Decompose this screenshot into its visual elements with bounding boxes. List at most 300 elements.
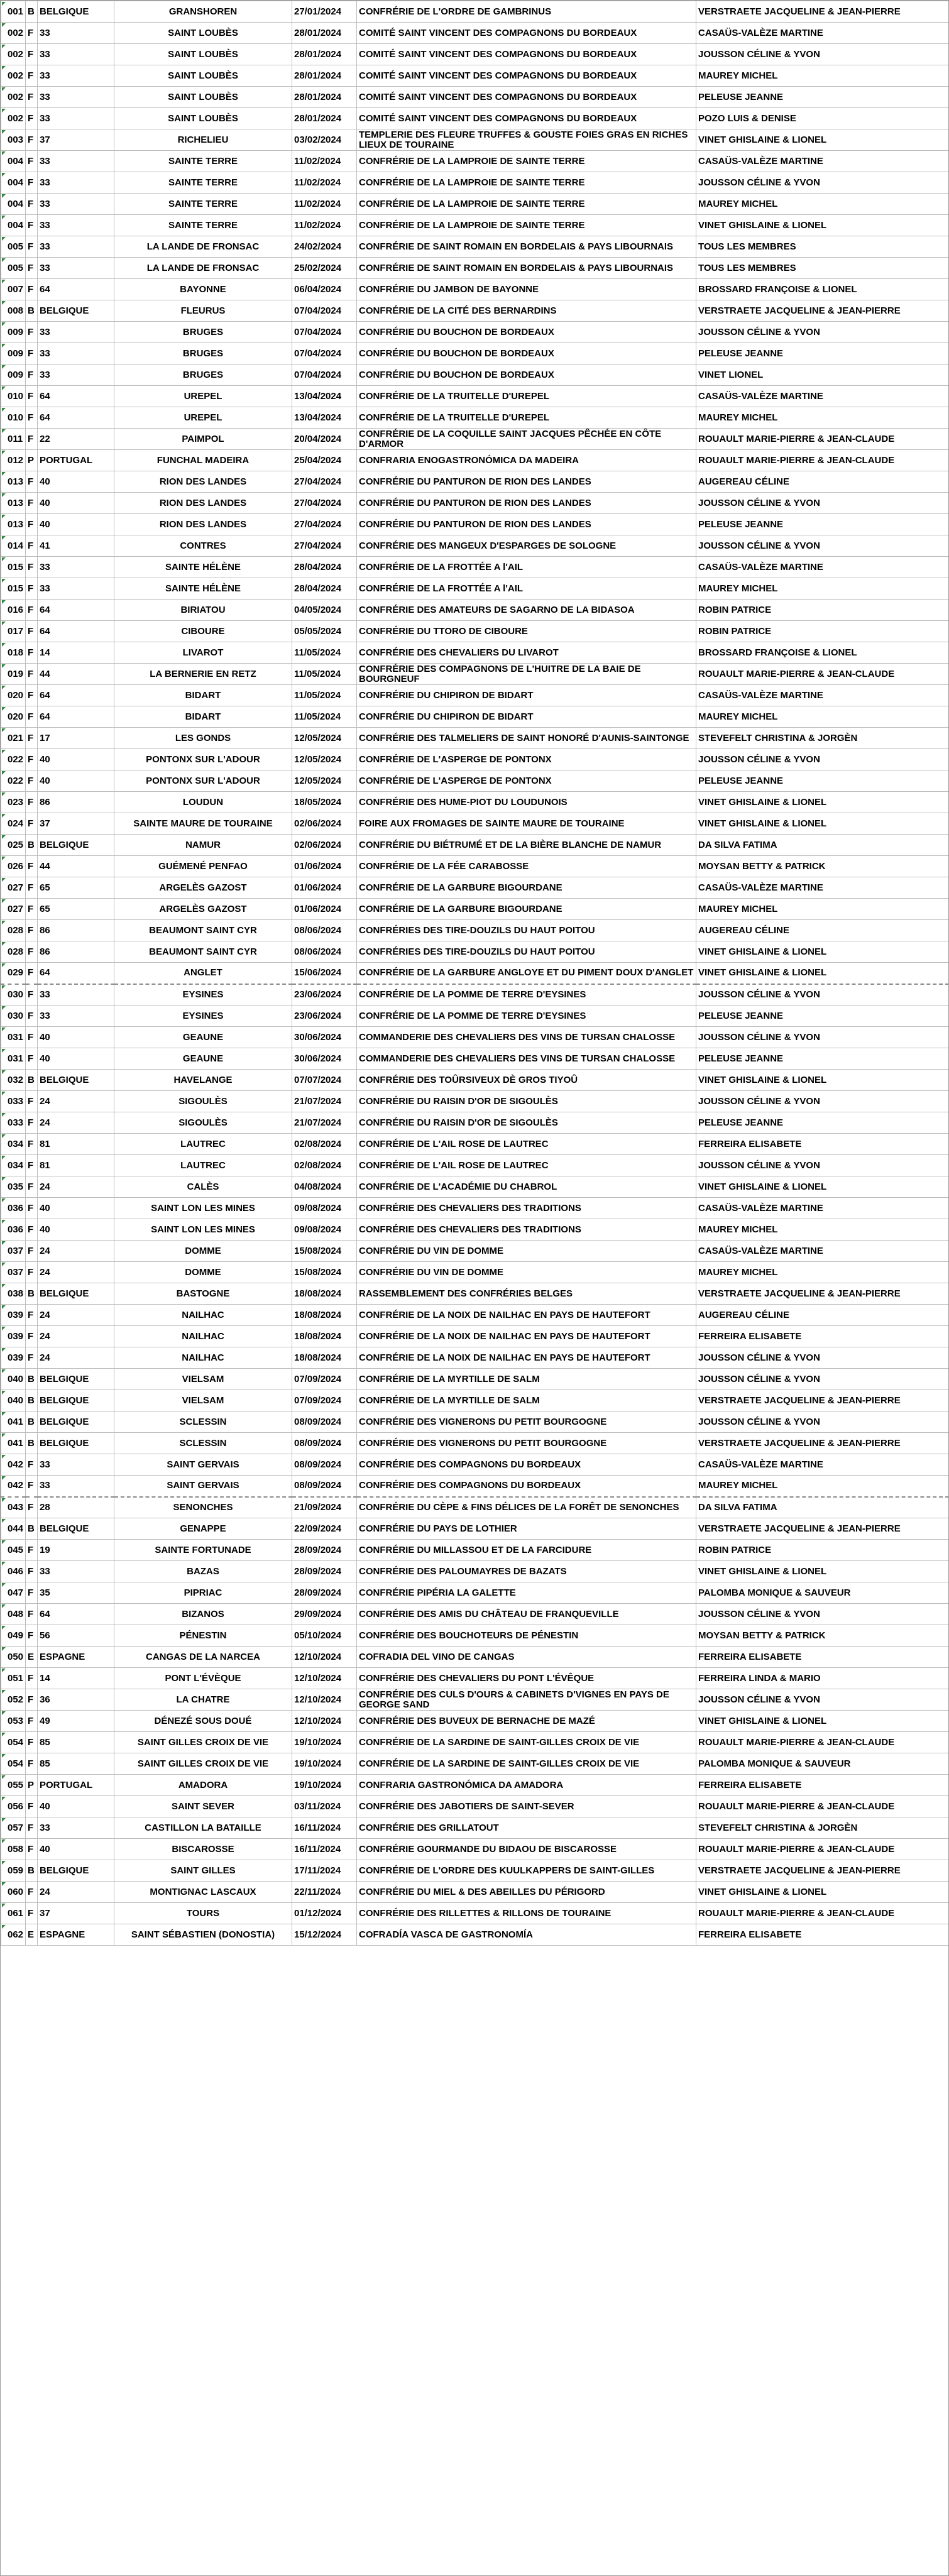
members-cell[interactable]: ROUAULT MARIE-PIERRE & JEAN-CLAUDE [696,1796,949,1817]
members-cell[interactable]: PELEUSE JEANNE [696,514,949,535]
confrerie-cell[interactable]: CONFRÉRIE DE LA TRUITELLE D'UREPEL [357,407,696,429]
confrerie-cell[interactable]: CONFRÉRIE DE L'ASPERGE DE PONTONX [357,749,696,770]
row-number-cell[interactable]: 028 [1,941,26,963]
city-cell[interactable]: GUÉMENÉ PENFAO [114,856,292,877]
row-type-cell[interactable]: P [26,450,38,471]
city-cell[interactable]: LOUDUN [114,792,292,813]
department-cell[interactable]: BELGIQUE [38,1518,114,1540]
city-cell[interactable]: BIRIATOU [114,600,292,621]
city-cell[interactable]: LAUTREC [114,1155,292,1176]
table-row[interactable] [1,899,949,920]
department-cell[interactable]: 44 [38,856,114,877]
confrerie-cell[interactable]: CONFRÉRIE DU CÈPE & FINS DÉLICES DE LA FORÊT DE SENONCHES [357,1497,696,1518]
row-type-cell[interactable]: F [26,215,38,236]
city-cell[interactable]: CASTILLON LA BATAILLE [114,1817,292,1839]
row-number-cell[interactable]: 016 [1,600,26,621]
date-cell[interactable]: 08/09/2024 [292,1476,357,1497]
members-cell[interactable]: VERSTRAETE JACQUELINE & JEAN-PIERRE [696,1860,949,1882]
row-number-cell[interactable]: 034 [1,1134,26,1155]
table-row[interactable] [1,279,949,300]
row-type-cell[interactable]: F [26,1668,38,1689]
members-cell[interactable]: VINET GHISLAINE & LIONEL [696,1561,949,1582]
members-cell[interactable]: JOUSSON CÉLINE & YVON [696,749,949,770]
department-cell[interactable]: 64 [38,685,114,706]
table-row[interactable] [1,1668,949,1689]
members-cell[interactable]: MOYSAN BETTY & PATRICK [696,856,949,877]
row-type-cell[interactable]: F [26,877,38,899]
row-number-cell[interactable]: 004 [1,215,26,236]
members-cell[interactable]: DA SILVA FATIMA [696,1497,949,1518]
table-row[interactable] [1,557,949,578]
table-row[interactable] [1,1625,949,1647]
members-cell[interactable]: JOUSSON CÉLINE & YVON [696,1027,949,1048]
table-row[interactable] [1,685,949,706]
department-cell[interactable]: 28 [38,1497,114,1518]
date-cell[interactable]: 30/06/2024 [292,1027,357,1048]
city-cell[interactable]: SAINTE TERRE [114,172,292,194]
row-number-cell[interactable]: 027 [1,877,26,899]
confrerie-cell[interactable]: CONFRÉRIE DES COMPAGNONS DU BORDEAUX [357,1454,696,1476]
confrerie-cell[interactable]: CONFRÉRIE DE LA LAMPROIE DE SAINTE TERRE [357,215,696,236]
table-row[interactable] [1,1027,949,1048]
row-number-cell[interactable]: 031 [1,1027,26,1048]
confrerie-cell[interactable]: CONFRÉRIE DE LA NOIX DE NAILHAC EN PAYS DE HAUTEFORT [357,1305,696,1326]
table-row[interactable] [1,749,949,770]
table-row[interactable] [1,1817,949,1839]
confrerie-cell[interactable]: CONFRÉRIE DE SAINT ROMAIN EN BORDELAIS & PAYS LIBOURNAIS [357,236,696,258]
row-type-cell[interactable]: F [26,792,38,813]
department-cell[interactable]: 37 [38,129,114,151]
row-number-cell[interactable]: 034 [1,1155,26,1176]
members-cell[interactable]: CASAÜS-VALÈZE MARTINE [696,386,949,407]
row-type-cell[interactable]: B [26,1518,38,1540]
department-cell[interactable]: 33 [38,44,114,65]
row-number-cell[interactable]: 033 [1,1112,26,1134]
row-number-cell[interactable]: 053 [1,1711,26,1732]
department-cell[interactable]: BELGIQUE [38,1411,114,1433]
department-cell[interactable]: 33 [38,23,114,44]
row-type-cell[interactable]: B [26,1390,38,1411]
city-cell[interactable]: SAINT SEVER [114,1796,292,1817]
date-cell[interactable]: 07/04/2024 [292,322,357,343]
confrerie-cell[interactable]: FOIRE AUX FROMAGES DE SAINTE MAURE DE TOURAINE [357,813,696,835]
table-row[interactable] [1,258,949,279]
members-cell[interactable]: VINET GHISLAINE & LIONEL [696,215,949,236]
department-cell[interactable]: 81 [38,1155,114,1176]
members-cell[interactable]: VINET GHISLAINE & LIONEL [696,1070,949,1091]
date-cell[interactable]: 17/11/2024 [292,1860,357,1882]
confrerie-cell[interactable]: CONFRÉRIE DES HUME-PIOT DU LOUDUNOIS [357,792,696,813]
date-cell[interactable]: 05/05/2024 [292,621,357,642]
confrerie-cell[interactable]: CONFRÉRIE DE L'ORDRE DE GAMBRINUS [357,1,696,23]
members-cell[interactable]: JOUSSON CÉLINE & YVON [696,1689,949,1711]
date-cell[interactable]: 19/10/2024 [292,1732,357,1753]
members-cell[interactable]: TOUS LES MEMBRES [696,236,949,258]
confrerie-cell[interactable]: TEMPLERIE DES FLEURE TRUFFES & GOUSTE FOIES GRAS EN RICHES LIEUX DE TOURAINE [357,129,696,151]
table-row[interactable] [1,129,949,151]
date-cell[interactable]: 28/04/2024 [292,557,357,578]
row-number-cell[interactable]: 009 [1,343,26,364]
members-cell[interactable]: JOUSSON CÉLINE & YVON [696,1369,949,1390]
confrerie-cell[interactable]: CONFRÉRIE DES BUVEUX DE BERNACHE DE MAZÉ [357,1711,696,1732]
department-cell[interactable]: 64 [38,1604,114,1625]
city-cell[interactable]: AMADORA [114,1775,292,1796]
date-cell[interactable]: 30/06/2024 [292,1048,357,1070]
confrerie-cell[interactable]: CONFRÉRIE DE LA LAMPROIE DE SAINTE TERRE [357,151,696,172]
city-cell[interactable]: NAILHAC [114,1347,292,1369]
table-row[interactable] [1,535,949,557]
row-number-cell[interactable]: 030 [1,1006,26,1027]
table-row[interactable] [1,386,949,407]
confrerie-cell[interactable]: CONFRÉRIE DES TOÛRSIVEUX DÈ GROS TIYOÛ [357,1070,696,1091]
table-row[interactable] [1,1882,949,1903]
city-cell[interactable]: SAINT LOUBÈS [114,87,292,108]
confrerie-cell[interactable]: CONFRÉRIE DES VIGNERONS DU PETIT BOURGOGNE [357,1433,696,1454]
table-row[interactable] [1,1433,949,1454]
table-row[interactable] [1,1283,949,1305]
date-cell[interactable]: 07/09/2024 [292,1369,357,1390]
row-number-cell[interactable]: 011 [1,429,26,450]
confrerie-cell[interactable]: CONFRÉRIE PIPÉRIA LA GALETTE [357,1582,696,1604]
department-cell[interactable]: 65 [38,877,114,899]
row-number-cell[interactable]: 040 [1,1369,26,1390]
date-cell[interactable]: 07/04/2024 [292,300,357,322]
row-type-cell[interactable]: P [26,1775,38,1796]
department-cell[interactable]: 36 [38,1689,114,1711]
members-cell[interactable]: VERSTRAETE JACQUELINE & JEAN-PIERRE [696,300,949,322]
members-cell[interactable]: CASAÜS-VALÈZE MARTINE [696,877,949,899]
date-cell[interactable]: 18/08/2024 [292,1347,357,1369]
confrerie-cell[interactable]: CONFRÉRIE DU PANTURON DE RION DES LANDES [357,471,696,493]
row-type-cell[interactable]: F [26,65,38,87]
row-number-cell[interactable]: 020 [1,706,26,728]
date-cell[interactable]: 27/04/2024 [292,471,357,493]
row-number-cell[interactable]: 025 [1,835,26,856]
department-cell[interactable]: 85 [38,1732,114,1753]
date-cell[interactable]: 25/02/2024 [292,258,357,279]
department-cell[interactable]: 40 [38,514,114,535]
confrerie-cell[interactable]: COMITÉ SAINT VINCENT DES COMPAGNONS DU BORDEAUX [357,23,696,44]
city-cell[interactable]: SCLESSIN [114,1433,292,1454]
city-cell[interactable]: DOMME [114,1241,292,1262]
table-row[interactable] [1,450,949,471]
city-cell[interactable]: NAILHAC [114,1326,292,1347]
row-number-cell[interactable]: 024 [1,813,26,835]
department-cell[interactable]: 22 [38,429,114,450]
city-cell[interactable]: UREPEL [114,407,292,429]
row-number-cell[interactable]: 061 [1,1903,26,1924]
row-type-cell[interactable]: F [26,1796,38,1817]
table-row[interactable] [1,1347,949,1369]
department-cell[interactable]: PORTUGAL [38,450,114,471]
row-type-cell[interactable]: F [26,23,38,44]
date-cell[interactable]: 24/02/2024 [292,236,357,258]
members-cell[interactable]: VINET GHISLAINE & LIONEL [696,792,949,813]
confrerie-cell[interactable]: COFRADIA DEL VINO DE CANGAS [357,1647,696,1668]
row-type-cell[interactable]: F [26,1604,38,1625]
department-cell[interactable]: 85 [38,1753,114,1775]
row-type-cell[interactable]: F [26,535,38,557]
date-cell[interactable]: 02/06/2024 [292,835,357,856]
department-cell[interactable]: 64 [38,279,114,300]
row-number-cell[interactable]: 062 [1,1924,26,1946]
row-number-cell[interactable]: 046 [1,1561,26,1582]
confrerie-cell[interactable]: CONFRÉRIE DE L'ORDRE DES KUULKAPPERS DE SAINT-GILLES [357,1860,696,1882]
city-cell[interactable]: BASTOGNE [114,1283,292,1305]
row-type-cell[interactable]: F [26,1625,38,1647]
city-cell[interactable]: ANGLET [114,963,292,984]
confrerie-cell[interactable]: CONFRÉRIE DES GRILLATOUT [357,1817,696,1839]
department-cell[interactable]: 86 [38,792,114,813]
city-cell[interactable]: RICHELIEU [114,129,292,151]
department-cell[interactable]: 44 [38,664,114,685]
table-row[interactable] [1,300,949,322]
date-cell[interactable]: 12/05/2024 [292,728,357,749]
row-number-cell[interactable]: 017 [1,621,26,642]
row-number-cell[interactable]: 013 [1,514,26,535]
row-number-cell[interactable]: 041 [1,1433,26,1454]
members-cell[interactable]: VINET GHISLAINE & LIONEL [696,963,949,984]
city-cell[interactable]: SCLESSIN [114,1411,292,1433]
date-cell[interactable]: 11/02/2024 [292,151,357,172]
table-row[interactable] [1,407,949,429]
table-row[interactable] [1,835,949,856]
department-cell[interactable]: 33 [38,1561,114,1582]
date-cell[interactable]: 11/02/2024 [292,172,357,194]
date-cell[interactable]: 12/10/2024 [292,1668,357,1689]
row-number-cell[interactable]: 004 [1,194,26,215]
row-number-cell[interactable]: 037 [1,1241,26,1262]
table-row[interactable] [1,706,949,728]
members-cell[interactable]: VINET GHISLAINE & LIONEL [696,941,949,963]
members-cell[interactable]: CASAÜS-VALÈZE MARTINE [696,1241,949,1262]
date-cell[interactable]: 07/04/2024 [292,364,357,386]
table-row[interactable] [1,1155,949,1176]
confrerie-cell[interactable]: CONFRÉRIE DES JABOTIERS DE SAINT-SEVER [357,1796,696,1817]
table-row[interactable] [1,1689,949,1711]
confrerie-cell[interactable]: CONFRÉRIE DU BOUCHON DE BORDEAUX [357,343,696,364]
department-cell[interactable]: 33 [38,322,114,343]
table-row[interactable] [1,151,949,172]
row-number-cell[interactable]: 002 [1,44,26,65]
members-cell[interactable]: AUGEREAU CÉLINE [696,1305,949,1326]
table-row[interactable] [1,194,949,215]
date-cell[interactable]: 04/05/2024 [292,600,357,621]
table-row[interactable] [1,642,949,664]
city-cell[interactable]: SIGOULÈS [114,1091,292,1112]
row-number-cell[interactable]: 055 [1,1775,26,1796]
date-cell[interactable]: 01/12/2024 [292,1903,357,1924]
city-cell[interactable]: BISCAROSSE [114,1839,292,1860]
date-cell[interactable]: 03/11/2024 [292,1796,357,1817]
members-cell[interactable]: JOUSSON CÉLINE & YVON [696,322,949,343]
department-cell[interactable]: 33 [38,258,114,279]
confrerie-cell[interactable]: CONFRÉRIE DE LA CITÉ DES BERNARDINS [357,300,696,322]
row-type-cell[interactable]: B [26,1860,38,1882]
city-cell[interactable]: PONTONX SUR L'ADOUR [114,749,292,770]
members-cell[interactable]: PALOMBA MONIQUE & SAUVEUR [696,1753,949,1775]
date-cell[interactable]: 22/09/2024 [292,1518,357,1540]
table-row[interactable] [1,1647,949,1668]
confrerie-cell[interactable]: CONFRÉRIE DES AMATEURS DE SAGARNO DE LA BIDASOA [357,600,696,621]
row-number-cell[interactable]: 002 [1,23,26,44]
city-cell[interactable]: ARGELÈS GAZOST [114,877,292,899]
table-row[interactable] [1,1112,949,1134]
row-type-cell[interactable]: F [26,1753,38,1775]
row-type-cell[interactable]: F [26,364,38,386]
members-cell[interactable]: VINET GHISLAINE & LIONEL [696,1711,949,1732]
members-cell[interactable]: MAUREY MICHEL [696,578,949,600]
city-cell[interactable]: BRUGES [114,364,292,386]
city-cell[interactable]: TOURS [114,1903,292,1924]
confrerie-cell[interactable]: CONFRÉRIE DES COMPAGNONS DE L'HUITRE DE LA BAIE DE BOURGNEUF [357,664,696,685]
confrerie-cell[interactable]: CONFRARIA ENOGASTRONÓMICA DA MADEIRA [357,450,696,471]
table-row[interactable] [1,1860,949,1882]
city-cell[interactable]: DÉNEZÉ SOUS DOUÉ [114,1711,292,1732]
row-number-cell[interactable]: 057 [1,1817,26,1839]
table-row[interactable] [1,322,949,343]
table-row[interactable] [1,1582,949,1604]
city-cell[interactable]: SIGOULÈS [114,1112,292,1134]
table-row[interactable] [1,65,949,87]
members-cell[interactable]: PALOMBA MONIQUE & SAUVEUR [696,1582,949,1604]
members-cell[interactable]: PELEUSE JEANNE [696,343,949,364]
members-cell[interactable]: ROBIN PATRICE [696,600,949,621]
table-row[interactable] [1,813,949,835]
date-cell[interactable]: 11/05/2024 [292,706,357,728]
table-row[interactable] [1,1048,949,1070]
row-type-cell[interactable]: F [26,1134,38,1155]
row-type-cell[interactable]: F [26,87,38,108]
city-cell[interactable]: SAINT LOUBÈS [114,23,292,44]
department-cell[interactable]: 33 [38,215,114,236]
table-row[interactable] [1,600,949,621]
department-cell[interactable]: 33 [38,984,114,1006]
city-cell[interactable]: BIZANOS [114,1604,292,1625]
city-cell[interactable]: LA BERNERIE EN RETZ [114,664,292,685]
row-type-cell[interactable]: F [26,621,38,642]
table-row[interactable] [1,1411,949,1433]
table-row[interactable] [1,1219,949,1241]
members-cell[interactable]: JOUSSON CÉLINE & YVON [696,493,949,514]
row-type-cell[interactable]: F [26,1155,38,1176]
date-cell[interactable]: 25/04/2024 [292,450,357,471]
department-cell[interactable]: 40 [38,1027,114,1048]
row-type-cell[interactable]: F [26,258,38,279]
city-cell[interactable]: EYSINES [114,1006,292,1027]
date-cell[interactable]: 06/04/2024 [292,279,357,300]
date-cell[interactable]: 28/09/2024 [292,1582,357,1604]
row-number-cell[interactable]: 001 [1,1,26,23]
row-number-cell[interactable]: 029 [1,963,26,984]
department-cell[interactable]: 14 [38,642,114,664]
row-number-cell[interactable]: 059 [1,1860,26,1882]
row-number-cell[interactable]: 005 [1,258,26,279]
department-cell[interactable]: 40 [38,493,114,514]
row-number-cell[interactable]: 027 [1,899,26,920]
members-cell[interactable]: ROBIN PATRICE [696,621,949,642]
table-row[interactable] [1,664,949,685]
confrerie-cell[interactable]: CONFRÉRIE DE LA FROTTÉE A l'AIL [357,557,696,578]
department-cell[interactable]: ESPAGNE [38,1647,114,1668]
table-row[interactable] [1,1839,949,1860]
members-cell[interactable]: PELEUSE JEANNE [696,770,949,792]
date-cell[interactable]: 23/06/2024 [292,1006,357,1027]
department-cell[interactable]: BELGIQUE [38,300,114,322]
row-type-cell[interactable]: F [26,1347,38,1369]
table-row[interactable] [1,963,949,984]
row-number-cell[interactable]: 010 [1,407,26,429]
department-cell[interactable]: 65 [38,899,114,920]
table-row[interactable] [1,493,949,514]
members-cell[interactable]: CASAÜS-VALÈZE MARTINE [696,151,949,172]
members-cell[interactable]: CASAÜS-VALÈZE MARTINE [696,685,949,706]
row-type-cell[interactable]: F [26,172,38,194]
table-row[interactable] [1,1540,949,1561]
members-cell[interactable]: JOUSSON CÉLINE & YVON [696,1091,949,1112]
department-cell[interactable]: 86 [38,920,114,941]
date-cell[interactable]: 18/08/2024 [292,1305,357,1326]
confrerie-cell[interactable]: CONFRÉRIE DU VIN DE DOMME [357,1262,696,1283]
date-cell[interactable]: 28/01/2024 [292,108,357,129]
confrerie-cell[interactable]: CONFRÉRIE DES AMIS DU CHÂTEAU DE FRANQUEVILLE [357,1604,696,1625]
confrerie-cell[interactable]: COMMANDERIE DES CHEVALIERS DES VINS DE TURSAN CHALOSSE [357,1048,696,1070]
members-cell[interactable]: AUGEREAU CÉLINE [696,920,949,941]
department-cell[interactable]: BELGIQUE [38,1070,114,1091]
members-cell[interactable]: JOUSSON CÉLINE & YVON [696,984,949,1006]
row-type-cell[interactable]: F [26,1027,38,1048]
city-cell[interactable]: BEAUMONT SAINT CYR [114,941,292,963]
row-number-cell[interactable]: 054 [1,1732,26,1753]
confrerie-cell[interactable]: CONFRÉRIE DU PANTURON DE RION DES LANDES [357,493,696,514]
city-cell[interactable]: SAINT GERVAIS [114,1454,292,1476]
members-cell[interactable]: POZO LUIS & DENISE [696,108,949,129]
city-cell[interactable]: LIVAROT [114,642,292,664]
department-cell[interactable]: 33 [38,364,114,386]
row-type-cell[interactable]: B [26,1283,38,1305]
row-type-cell[interactable]: F [26,984,38,1006]
city-cell[interactable]: SAINT LON LES MINES [114,1219,292,1241]
date-cell[interactable]: 23/06/2024 [292,984,357,1006]
date-cell[interactable]: 18/05/2024 [292,792,357,813]
row-number-cell[interactable]: 002 [1,108,26,129]
city-cell[interactable]: SAINT LOUBÈS [114,44,292,65]
table-row[interactable] [1,728,949,749]
row-type-cell[interactable]: F [26,151,38,172]
row-type-cell[interactable]: F [26,194,38,215]
city-cell[interactable]: BRUGES [114,343,292,364]
department-cell[interactable]: 17 [38,728,114,749]
table-row[interactable] [1,1070,949,1091]
city-cell[interactable]: BAZAS [114,1561,292,1582]
table-row[interactable] [1,1369,949,1390]
table-row[interactable] [1,44,949,65]
date-cell[interactable]: 19/10/2024 [292,1753,357,1775]
row-type-cell[interactable]: B [26,1433,38,1454]
date-cell[interactable]: 11/02/2024 [292,215,357,236]
city-cell[interactable]: BIDART [114,706,292,728]
date-cell[interactable]: 13/04/2024 [292,407,357,429]
department-cell[interactable]: 24 [38,1091,114,1112]
city-cell[interactable]: SAINT SÉBASTIEN (DONOSTIA) [114,1924,292,1946]
confrerie-cell[interactable]: CONFRÉRIE DE LA COQUILLE SAINT JACQUES PÊCHÉE EN CÔTE D'ARMOR [357,429,696,450]
row-number-cell[interactable]: 036 [1,1219,26,1241]
confrerie-cell[interactable]: CONFRÉRIE DU JAMBON DE BAYONNE [357,279,696,300]
row-type-cell[interactable]: F [26,407,38,429]
city-cell[interactable]: BRUGES [114,322,292,343]
row-type-cell[interactable]: F [26,600,38,621]
date-cell[interactable]: 07/09/2024 [292,1390,357,1411]
